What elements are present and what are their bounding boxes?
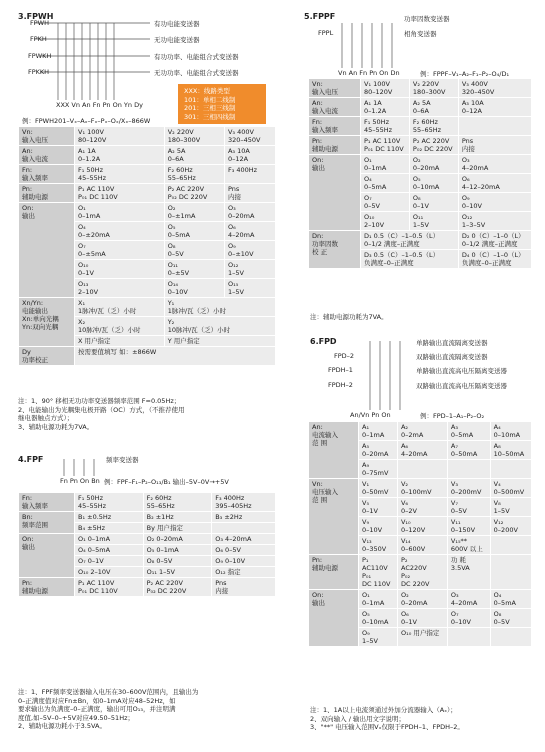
table-cell: A₇ 0–50mA [447, 441, 490, 460]
table-cell: O₁ 0–1mA [359, 590, 398, 609]
table-row [309, 231, 532, 250]
table-cell: O₂ 0–20mA [143, 534, 212, 545]
note-line: 3、辅助电源功耗为7VA。 [18, 422, 94, 431]
code-fpkh: FPKH [30, 35, 47, 43]
table-cell: O₇ 0–1V [75, 556, 144, 567]
table-cell: A₁ 0–1mA [359, 422, 398, 441]
row-label: Bn: 频率范围 [19, 512, 75, 534]
table-cell: O₈ 0–1V [409, 193, 458, 212]
desc-fpdh2: 双路输出直流高电压隔离变送器 [416, 382, 507, 390]
example-5: 例：FPPF–V₁–A₂–F₁–P₂–O₄/D₁ [420, 70, 510, 78]
table-row [309, 590, 532, 609]
table-cell: O₅ 0–1mA [143, 545, 212, 556]
table-cell: O₆ 0–1V [397, 609, 447, 628]
row-label: Vn: 输入电压 [309, 79, 361, 98]
table-cell: O₃ 4–20mA [212, 534, 276, 545]
table-cell: O₆ 0–5V [212, 545, 276, 556]
table-row [309, 98, 532, 117]
row-label: Xn/Yn: 电能输出 Xn:单向光耦 Yn:双向光耦 [19, 298, 75, 347]
table-cell: V₂ 220V 180–300V [164, 127, 224, 146]
table-row [19, 493, 276, 512]
axis-labels-3: XXX Vn An Fn Pn On Yn Dy [56, 101, 143, 109]
code-fppl: FPPL [318, 29, 334, 37]
table-cell: O₇ 0–±5mA [75, 241, 165, 260]
row-label: Pn: 辅助电源 [19, 578, 75, 597]
table-cell: X₁ 1脉冲/瓦（乏）小时 [75, 298, 165, 317]
example-3: 例：FPWH201–Vₓ–Aₓ–Fₓ–Pₓ–Oₓ/Xₓ–866W [22, 117, 151, 125]
row-label: Dn: 功率因数 校 正 [309, 231, 361, 269]
row-label: Fn: 输入频率 [19, 165, 75, 184]
spec-table-4 [18, 492, 276, 597]
table-cell: V₈ 1–5V [490, 498, 531, 517]
table-cell [458, 117, 531, 136]
desc-fppl: 相角变送器 [404, 30, 437, 38]
table-cell: O₁₀ 0–1V [75, 260, 165, 279]
row-label: An: 输入电流 [19, 146, 75, 165]
table-row [309, 79, 532, 98]
table-cell: O₉ 1–5V [359, 628, 398, 647]
table-cell: V₁₃ 0–350V [359, 536, 398, 555]
spec-table-5 [308, 78, 532, 269]
table-cell: P₂ AC220V P₀₂ DC 220V [397, 555, 447, 590]
table-cell: O₇ 0–5V [361, 193, 410, 212]
desc-fpwkh: 有功功率、电能组合式变送器 [154, 53, 239, 61]
table-cell: Pns 内接 [458, 136, 531, 155]
table-cell: Pns 内接 [224, 184, 275, 203]
table-cell: A₂ 5A 0–6A [409, 98, 458, 117]
table-cell: V₁₁ 0–150V [447, 517, 490, 536]
table-cell: X₂ 10脉冲/瓦（乏）小时 [75, 317, 165, 336]
note-line: 注：1、FPF频率变送器输入电压在30–600V范围内，且输出为 [18, 688, 199, 696]
table-cell: O₁₂ 1–3–5V [458, 212, 531, 231]
line-type-box [178, 84, 266, 124]
table-row [19, 512, 276, 523]
table-row [19, 298, 276, 317]
table-cell: O₉ 0–±10V [224, 241, 275, 260]
note-line: 注：1、90° 移相无功功率变送器频率范围 F=0.05Hz； [18, 397, 181, 405]
table-cell: P₂ AC 220V P₀₂ DC 220V [164, 184, 224, 203]
table-cell: F₃ 400Hz [224, 165, 275, 184]
table-cell: V₄ 0–500mV [490, 479, 531, 498]
code-fpwkh: FPWKH [28, 52, 52, 60]
table-row [19, 165, 276, 184]
table-cell: O₁₃ 2–10V [75, 279, 165, 298]
table-cell: O₄ 0–5mA [75, 545, 144, 556]
table-cell: O₁₀ 2–10V [361, 212, 410, 231]
table-cell: O₈ 0–5V [164, 241, 224, 260]
table-row [309, 422, 532, 441]
note-line: 2、辅助电源功耗小于3.5VA。 [18, 722, 106, 730]
note-line: 2、电能输出为光耦集电极开路（OC）方式，（不推荐使用 [18, 405, 185, 414]
table-cell: V₁₄ 0–600V [397, 536, 447, 555]
table-cell: V₃ 400V 320–450V [458, 79, 531, 98]
table-cell: A₅ 0–20mA [359, 441, 398, 460]
desc-fpd1: 单路输出直流隔离变送器 [416, 339, 488, 347]
row-label: On: 输出 [309, 155, 361, 231]
table-cell: V₆ 0–2V [397, 498, 447, 517]
table-cell: F₁ 50Hz 45–55Hz [361, 117, 410, 136]
table-cell: P₁ AC110V P₀₁ DC 110V [359, 555, 398, 590]
table-cell: A₃ 0–5mA [447, 422, 490, 441]
table-cell: O₁₀ 用户指定 [397, 628, 447, 647]
table-cell: B₃ ±2Hz [212, 512, 276, 523]
table-cell: O₆ 4–12–20mA [458, 174, 531, 193]
section-title-6: 6.FPD [310, 337, 337, 346]
table-cell: Pns 内接 [212, 578, 276, 597]
table-cell: O₁₂ 1–5V [224, 260, 275, 279]
table-cell: D₃ 0.5（C）–1–0.5（L） 负满度–0–正满度 [361, 250, 459, 269]
table-cell [447, 628, 490, 647]
table-cell: O₁ 0–1mA [75, 534, 144, 545]
table-cell: O₂ 0–20mA [409, 155, 458, 174]
table-cell: O₈ 0–5V [143, 556, 212, 567]
section-title-3: 3.FPWH [18, 12, 54, 21]
section-title-4: 4.FPF [18, 455, 44, 464]
table-cell: F₁ 50Hz 45–55Hz [75, 493, 144, 512]
table-row [309, 117, 532, 136]
row-label: An: 电流输入 范 围 [309, 422, 359, 479]
code-fpdh1: FPDH–1 [328, 366, 353, 374]
section-title-5: 5.FPPF [304, 12, 336, 21]
desc-fpd2: 双路输出直流隔离变送器 [416, 353, 488, 361]
table-row [19, 347, 276, 366]
notes-6 [310, 706, 542, 732]
table-cell: O₈ 0–5V [490, 609, 531, 628]
table-row [309, 136, 532, 155]
table-cell: V₁ 100V 80–120V [75, 127, 165, 146]
table-cell: A₄ 0–10mA [490, 422, 531, 441]
table-cell: X 用户指定 [75, 336, 165, 347]
table-cell: O₁₀ 2–10V [75, 567, 144, 578]
spec-table-6 [308, 421, 532, 647]
desc-fpf: 频率变送器 [106, 456, 139, 464]
table-row [19, 184, 276, 203]
table-cell: P₁ AC 110V P₀₁ DC 110V [75, 578, 144, 597]
table-cell: O₄ 0–±20mA [75, 222, 165, 241]
table-row [19, 578, 276, 597]
table-cell [490, 536, 531, 555]
table-row [309, 155, 532, 174]
table-cell: O₅ 0–5mA [164, 222, 224, 241]
table-cell: A₂ 0–2mA [397, 422, 447, 441]
table-cell: O₁ 0–1mA [361, 155, 410, 174]
row-label: Pn: 辅助电源 [19, 184, 75, 203]
note-line: 度值,如–5V–0–+5V对应49.50–51Hz； [18, 713, 134, 722]
table-cell: P₁ AC 110V P₀₁ DC 110V [75, 184, 165, 203]
table-cell: F₂ 60Hz 55–65Hz [143, 493, 212, 512]
note-line: 0–正满度值对应Fn±Bn，如0–1mA对应48–52Hz，如 [18, 696, 176, 705]
table-row [309, 479, 532, 498]
axis-labels-5: Vn An Fn Pn On Dn [338, 69, 400, 77]
table-cell: O₁₁ 1–5V [143, 567, 212, 578]
table-cell: O₃ 4–20mA [447, 590, 490, 609]
table-cell: O₃ 0–20mA [224, 203, 275, 222]
table-cell: V₁₂ 0–200V [490, 517, 531, 536]
table-cell: By 用户指定 [143, 523, 212, 534]
note-line: 3、"**" 电压输入范围Vₓ仅限于FPDH–1、FPDH–2。 [310, 723, 464, 731]
axis-labels-6: An/Vn Pn On [350, 411, 391, 419]
desc-fpkh: 无功电能变送器 [154, 36, 200, 44]
code-fpd2: FPD–2 [334, 352, 355, 360]
table-cell: A₁ 1A 0–1.2A [361, 98, 410, 117]
table-cell: B₂ ±1Hz [143, 512, 212, 523]
notes-3 [18, 397, 276, 431]
desc-fpwh: 有功电能变送器 [154, 20, 200, 28]
code-fpkkh: FPKKH [28, 68, 50, 76]
table-row [19, 203, 276, 222]
codebox-line: XXX：线路类型 [184, 87, 230, 95]
notes-4 [18, 688, 276, 731]
table-cell [490, 555, 531, 590]
row-label: Vn: 电压输入 范 围 [309, 479, 359, 555]
row-label: On: 输出 [309, 590, 359, 647]
desc-fppf: 功率因数变送器 [404, 15, 450, 23]
table-cell: A₁ 1A 0–1.2A [75, 146, 165, 165]
table-cell: F₃ 400Hz 395–405Hz [212, 493, 276, 512]
table-cell: V₃ 400V 320–450V [224, 127, 275, 146]
table-cell: O₂ 0–±1mA [164, 203, 224, 222]
table-cell: V₇ 0–5V [447, 498, 490, 517]
table-cell [397, 460, 447, 479]
row-label: Dy 功率校正 [19, 347, 75, 366]
spec-table-3 [18, 126, 276, 366]
table-cell: O₃ 4–20mA [458, 155, 531, 174]
table-cell: D₄ 0（C）–1–0（L） 负满度–0–正满度 [458, 250, 531, 269]
note-line: 2、双向输入 / 输出用文字说明； [310, 714, 405, 723]
table-cell: O₉ 0–10V [212, 556, 276, 567]
table-cell: V₁ 0–50mV [359, 479, 398, 498]
note-5: 注：辅助电源功耗为7VA。 [310, 313, 388, 321]
row-label: Vn: 输入电压 [19, 127, 75, 146]
desc-fpkkh: 无功功率、电能组合式变送器 [154, 69, 239, 77]
table-cell: Y₂ 10脉冲/瓦（乏）小时 [164, 317, 275, 336]
example-6: 例：FPD–1–A₁–P₂–O₂ [420, 412, 485, 420]
table-cell: V₁ 100V 80–120V [361, 79, 410, 98]
table-cell: F₁ 50Hz 45–55Hz [75, 165, 165, 184]
table-cell: O₅ 0–10mA [359, 609, 398, 628]
row-label: On: 输出 [19, 534, 75, 578]
table-cell [447, 460, 490, 479]
table-cell: O₁₁ 1–5V [409, 212, 458, 231]
table-cell: B₁ ±0.5Hz [75, 512, 144, 523]
codebox-line: 301：三相四线制 [184, 112, 236, 121]
table-cell: O₁₅ 1–5V [224, 279, 275, 298]
codebox-line: 201：三相三线制 [184, 104, 236, 112]
table-cell: F₂ 60Hz 55–65Hz [409, 117, 458, 136]
table-row [19, 534, 276, 545]
table-cell: O₁ 0–1mA [75, 203, 165, 222]
table-cell: V₃ 0–200mV [447, 479, 490, 498]
table-cell: O₄ 0–5mA [361, 174, 410, 193]
table-cell: A₆ 4–20mA [397, 441, 447, 460]
table-cell: 功 耗 3.5VA [447, 555, 490, 590]
table-cell [490, 628, 531, 647]
row-label: Pn: 辅助电源 [309, 555, 359, 590]
table-cell: V₅ 0–1V [359, 498, 398, 517]
table-cell: V₉ 0–10V [359, 517, 398, 536]
table-cell: A₃ 10A 0–12A [458, 98, 531, 117]
table-cell [490, 460, 531, 479]
table-cell: V₂ 220V 180–300V [409, 79, 458, 98]
table-cell: Y₁ 1脉冲/瓦（乏）小时 [164, 298, 275, 317]
table-cell: D₁ 0.5（C）–1–0.5（L） 0–1/2 满度–正满度 [361, 231, 459, 250]
code-fpwh: FPWH [30, 19, 49, 27]
table-cell: D₂ 0（C）–1–0（L） 0–1/2 满度–正满度 [458, 231, 531, 250]
note-line: 要求输出为负满度–0–正满度，输出可用O₁₃，并注明满 [18, 705, 176, 713]
table-cell: O₂ 0–20mA [397, 590, 447, 609]
row-label: Pn: 辅助电源 [309, 136, 361, 155]
axis-labels-4: Fn Pn On Bn [60, 477, 100, 485]
table-cell: P₁ AC 110V P₀₁ DC 110V [361, 136, 410, 155]
table-cell: P₂ AC 220V P₀₂ DC 220V [409, 136, 458, 155]
table-cell: Y 用户指定 [164, 336, 275, 347]
table-cell: A₉ 0–75mV [359, 460, 398, 479]
table-cell: O₁₂ 指定 [212, 567, 276, 578]
table-cell: A₃ 10A 0–12A [224, 146, 275, 165]
table-cell: O₇ 0–10V [447, 609, 490, 628]
table-cell: A₂ 5A 0–6A [164, 146, 224, 165]
note-line: 继电器触点方式）； [18, 414, 74, 422]
table-cell: O₁₁ 0–±5V [164, 260, 224, 279]
table-cell: O₆ 4–20mA [224, 222, 275, 241]
table-row [19, 127, 276, 146]
row-label: On: 输出 [19, 203, 75, 298]
table-cell [212, 523, 276, 534]
table-cell: F₂ 60Hz 55–65Hz [164, 165, 224, 184]
note-line: 注：1、1A以上电流须通过外加分流器输入（Aₓ）； [310, 706, 457, 714]
row-label: Fn: 输入频率 [19, 493, 75, 512]
table-cell: P₂ AC 220V P₀₂ DC 220V [143, 578, 212, 597]
table-cell: 按需要值填写 如：±866W [75, 347, 276, 366]
table-cell: O₅ 0–10mA [409, 174, 458, 193]
row-label: An: 输入电流 [309, 98, 361, 117]
table-cell: V₁₀ 0–120V [397, 517, 447, 536]
desc-fpdh1: 单路输出直流高电压隔离变送器 [416, 367, 507, 375]
table-cell: B₄ ±5Hz [75, 523, 144, 534]
example-4: 例：FPF–F₁–P₂–O₁₃/B₁ 输出–5V–0V→+5V [104, 478, 229, 486]
table-cell: O₁₄ 0–10V [164, 279, 224, 298]
table-cell: O₉ 0–10V [458, 193, 531, 212]
table-row [19, 146, 276, 165]
codebox-line: 101：单相二线制 [184, 95, 236, 104]
table-cell: V₁₅** 600V 以上 [447, 536, 490, 555]
table-cell: V₂ 0–100mV [397, 479, 447, 498]
row-label: Fn: 输入频率 [309, 117, 361, 136]
table-cell: A₈ 10–50mA [490, 441, 531, 460]
code-fpdh2: FPDH–2 [328, 381, 353, 389]
table-row [309, 555, 532, 590]
table-cell: O₄ 0–5mA [490, 590, 531, 609]
